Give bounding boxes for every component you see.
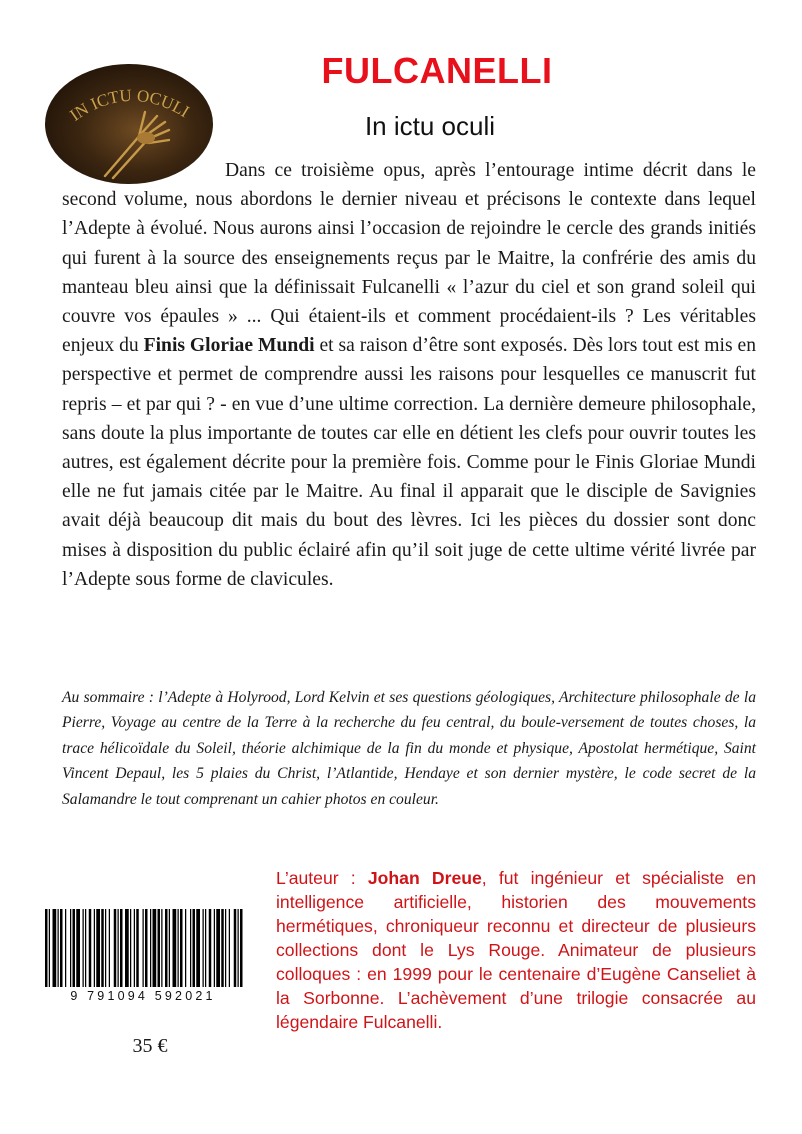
barcode-bar xyxy=(185,909,186,987)
book-subtitle: In ictu oculi xyxy=(364,111,496,141)
barcode-bar xyxy=(234,909,237,987)
barcode-bar xyxy=(118,909,119,987)
barcode-bar xyxy=(109,909,110,987)
barcode-bar xyxy=(169,909,170,987)
barcode-bar xyxy=(161,909,162,987)
barcode-bar xyxy=(94,909,95,987)
barcode-bar xyxy=(83,909,84,987)
barcode-bar xyxy=(165,909,168,987)
barcode-bar xyxy=(143,909,144,987)
book-title: FULCANELLI xyxy=(321,50,553,91)
author-bio xyxy=(276,866,756,1034)
barcode-bar xyxy=(238,909,239,987)
barcode-bar xyxy=(60,909,63,987)
logo-text: IN ICTU OCULI xyxy=(66,85,193,125)
barcode-bar xyxy=(73,909,76,987)
barcode-bar xyxy=(205,909,206,987)
barcode-bar xyxy=(70,909,71,987)
barcode-bar xyxy=(196,909,200,987)
barcode-bar xyxy=(125,909,129,987)
description-bold-title: Finis Gloriae Mundi xyxy=(143,335,315,357)
barcode-bar xyxy=(114,909,117,987)
barcode-bar xyxy=(45,909,48,987)
barcode-bar xyxy=(153,909,157,987)
barcode-bar xyxy=(225,909,226,987)
author-text: , fut ingénieur et spécialiste en intelligence artificielle, historien des mouvements hermétiques, chroniqueur reconnu et directeur de plusieurs collections dont le Lys Rouge. Animateur de plusieurs colloques : en 1999 pour le centenaire d’Eugène Canseliet à la Sorbonne. L’achèvement d’une trilogie consacrée au légendaire Fulcanelli. xyxy=(276,868,756,1032)
barcode-bar xyxy=(96,909,100,987)
barcode-bar xyxy=(203,909,204,987)
author-name: Johan Dreue xyxy=(367,868,482,888)
barcode-bar xyxy=(178,909,179,987)
barcode-bar xyxy=(130,909,131,987)
price-label: 35 € xyxy=(132,1035,168,1057)
barcode-bar xyxy=(145,909,148,987)
barcode-bar xyxy=(58,909,59,987)
barcode-bar xyxy=(49,909,50,987)
barcode-bar xyxy=(180,909,183,987)
barcode-bar xyxy=(150,909,151,987)
logo-wrap-gap xyxy=(62,156,225,184)
summary-paragraph: Au sommaire : l’Adepte à Holyrood, Lord Kelvin et ses questions géologiques, Architecture philosophale de la Pierre, Voyage au centre de la Terre à la recherche du feu central, du boule-versement de toutes choses, la trace hélicoïdale du Soleil, théorie alchimique de la fin du monde et physique, Apostolat hermétique, Saint Vincent Depaul, les 5 plaies du Christ, l’Atlantide, Hendaye et son dernier mystère, le code secret de la Salamandre le tout comprenant un cahier photos en couleur. xyxy=(62,689,756,808)
barcode-bar xyxy=(240,909,243,987)
barcode-bar xyxy=(101,909,104,987)
description-text-part-1: Dans ce troisième opus, après l’entourage intime décrit dans le second volume, nous abordons le dernier niveau et précisons le contexte dans lequel l’Adepte à évolué. Nous aurons ainsi l’occasion de rejoindre le cercle des grands initiés qui furent à la source des enseignements reçus par le Maitre, la confrérie des amis du manteau bleu ainsi que la définissait Fulcanelli « l’azur du ciel et son grand soleil qui couvre vos épaules » ... Qui étaient-ils et comment procédaient-ils ? Les véritables enjeux du xyxy=(62,160,756,357)
barcode-bar xyxy=(158,909,161,987)
barcode-bar xyxy=(216,909,220,987)
description-paragraph xyxy=(62,156,756,594)
barcode-bar xyxy=(190,909,191,987)
description-text-part-2: et sa raison d’être sont exposés. Dès lors tout est mis en perspective et permet de comprendre aussi les raisons pour lesquelles ce manuscrit fut repris – et par qui ? - en vue d’une ultime correction. La dernière demeure philosophale, sans doute la plus importante de toutes car elle en détient les clefs pour ouvrir toutes les autres, est également décrite pour la première fois. Comme pour le Finis Gloriae Mundi elle ne fut jamais citée par le Maitre. Au final il apparait que le disciple de Savignies avait déjà beaucoup dit mais du bout des lèvres. Ici les pièces du dossier sont donc mises à disposition du public éclairé afin qu’il soit juge de cette ultime vérité livrée par l’Adepte sous forme de clavicules. xyxy=(62,335,756,590)
barcode-bar xyxy=(53,909,57,987)
barcode-bar xyxy=(89,909,92,987)
barcode-bar xyxy=(193,909,196,987)
barcode-bar xyxy=(76,909,80,987)
barcode-digits: 9 791094 592021 xyxy=(70,989,216,1003)
barcode-bar xyxy=(105,909,106,987)
barcode-bar xyxy=(65,909,66,987)
barcode-bar xyxy=(120,909,123,987)
barcode-bar xyxy=(173,909,177,987)
barcode-bar xyxy=(209,909,212,987)
barcode-bar xyxy=(229,909,230,987)
barcode-bar xyxy=(85,909,86,987)
barcode-bar xyxy=(214,909,215,987)
barcode-bar xyxy=(221,909,224,987)
barcode-bar xyxy=(136,909,139,987)
author-lead: L’auteur : xyxy=(276,868,368,888)
barcode-bar xyxy=(134,909,135,987)
